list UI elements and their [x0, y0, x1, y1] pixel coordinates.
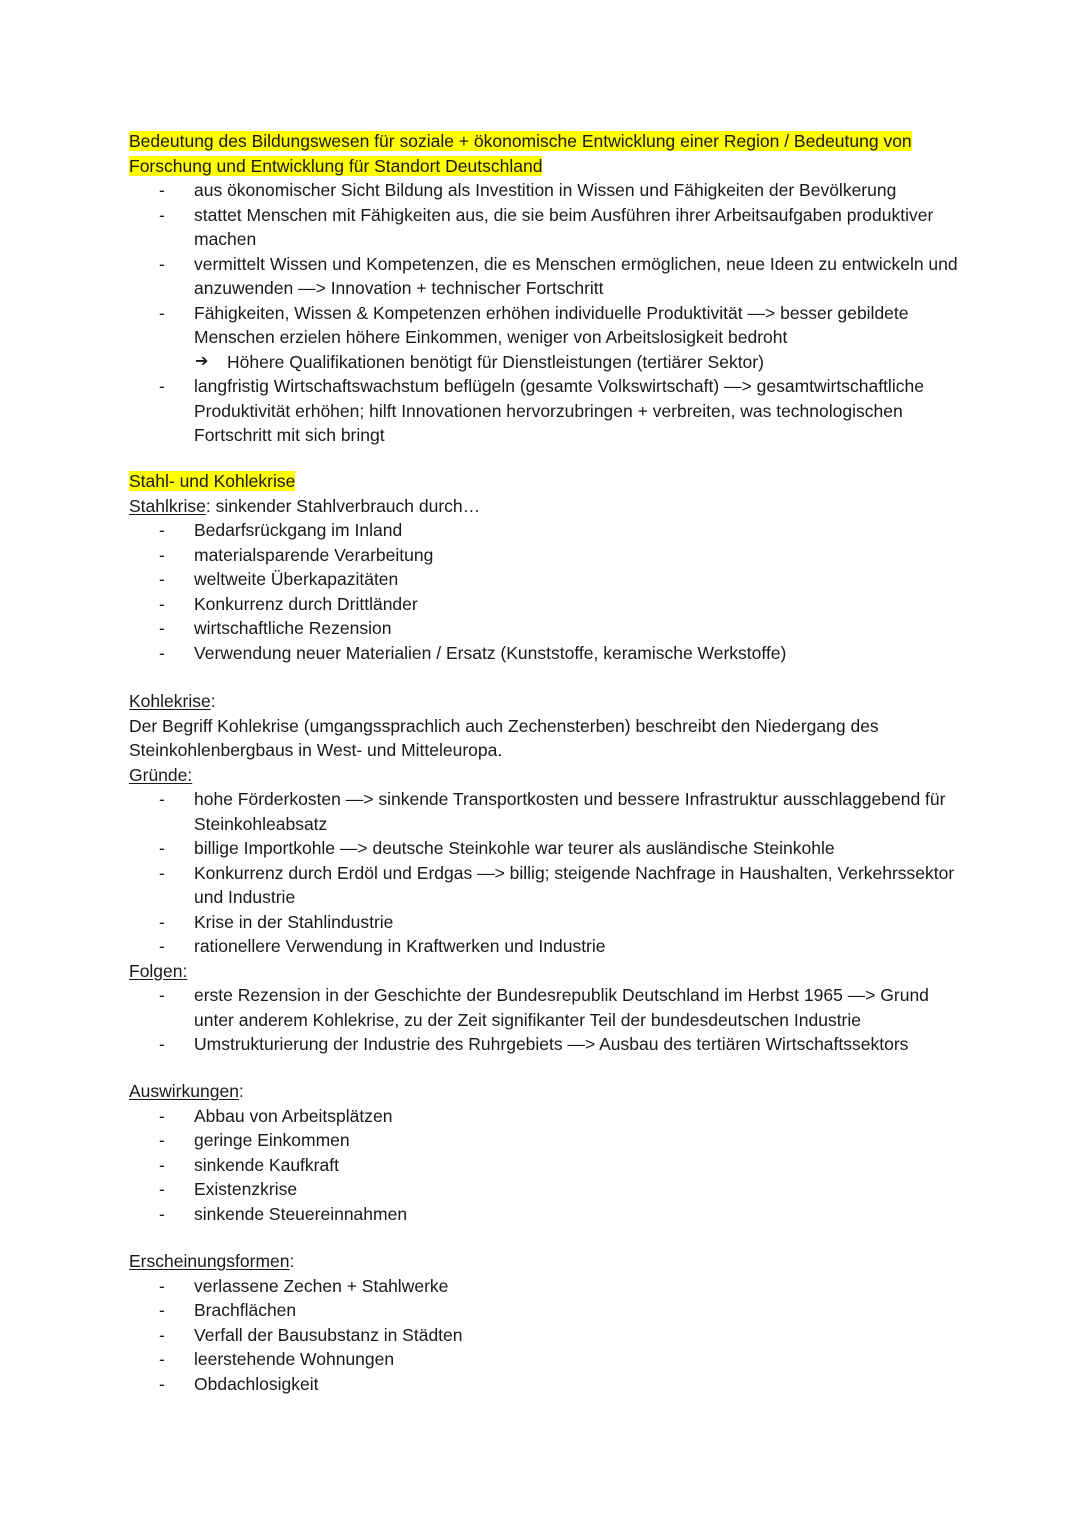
highlighted-heading: Stahl- und Kohlekrise [129, 471, 296, 491]
folgen-list [129, 983, 959, 1057]
colon: : [210, 691, 216, 711]
erscheinungsformen-label [129, 1249, 959, 1274]
stahl-list [129, 518, 959, 665]
section-auswirkungen [129, 1079, 959, 1226]
list-item: - Konkurrenz durch Drittländer [129, 592, 959, 617]
list-item: - Existenzkrise [129, 1177, 959, 1202]
subheading-label: Gründe: [129, 764, 193, 785]
list-item: - Krise in der Stahlindustrie [129, 910, 959, 935]
list-item: - sinkende Steuereinnahmen [129, 1202, 959, 1227]
list-item: - aus ökonomischer Sicht Bildung als Investition in Wissen und Fähigkeiten der Bevölkerung [129, 178, 959, 203]
list-item: - erste Rezension in der Geschichte der Bundesrepublik Deutschland im Herbst 1965 —> Grund unter anderem Kohlekrise, zu der Zeit signifikanter Teil der bundesdeutschen Industrie [129, 983, 959, 1032]
list-item: - Bedarfsrückgang im Inland [129, 518, 959, 543]
list-item: - Brachflächen [129, 1298, 959, 1323]
list-item: - Obdachlosigkeit [129, 1372, 959, 1397]
bildung-list [129, 178, 959, 448]
list-item: - verlassene Zechen + Stahlwerke [129, 1274, 959, 1299]
intro-text: : sinkender Stahlverbrauch durch… [205, 495, 481, 516]
section-kohlekrise [129, 689, 959, 1057]
list-item: - hohe Förderkosten —> sinkende Transportkosten und bessere Infrastruktur ausschlaggebend für Steinkohleabsatz [129, 787, 959, 836]
auswirkungen-list [129, 1104, 959, 1227]
kohlekrise-text: Der Begriff Kohlekrise (umgangssprachlich auch Zechensterben) beschreibt den Niedergang des Steinkohlenbergbaus in West- und Mitteleuropa. [129, 715, 879, 760]
list-item: - materialsparende Verarbeitung [129, 543, 959, 568]
list-item: - wirtschaftliche Rezension [129, 616, 959, 641]
list-item: - leerstehende Wohnungen [129, 1347, 959, 1372]
colon: : [289, 1251, 295, 1271]
subheading-label: Auswirkungen [129, 1081, 239, 1101]
stahlkrise-intro [129, 494, 959, 519]
section-bildung [129, 129, 959, 448]
list-item: - geringe Einkommen [129, 1128, 959, 1153]
section-heading [129, 469, 959, 494]
colon: : [238, 1081, 244, 1101]
highlighted-heading: Bedeutung des Bildungswesen für soziale + ökonomische Entwicklung einer Region / Bedeutung von Forschung und Entwicklung für Standort Deutschland [129, 131, 912, 176]
list-item: - Umstrukturierung der Industrie des Ruhrgebiets —> Ausbau des tertiären Wirtschaftssektors [129, 1032, 959, 1057]
subheading-label: Kohlekrise [129, 691, 211, 711]
list-item: - stattet Menschen mit Fähigkeiten aus, die sie beim Ausführen ihrer Arbeitsaufgaben produktiver machen [129, 203, 959, 252]
section-heading [129, 129, 959, 178]
list-item: - weltweite Überkapazitäten [129, 567, 959, 592]
list-item: - Abbau von Arbeitsplätzen [129, 1104, 959, 1129]
list-item: - Fähigkeiten, Wissen & Kompetenzen erhöhen individuelle Produktivität —> besser gebildete Menschen erzielen höhere Einkommen, weniger von Arbeitslosigkeit bedroht [129, 301, 959, 350]
arrow-list-item: ➔ Höhere Qualifikationen benötigt für Dienstleistungen (tertiärer Sektor) [129, 350, 959, 375]
subheading-label: Stahlkrise [129, 495, 206, 516]
section-stahlkrise [129, 469, 959, 665]
list-item: - billige Importkohle —> deutsche Steinkohle war teurer als ausländische Steinkohle [129, 836, 959, 861]
list-item: - vermittelt Wissen und Kompetenzen, die es Menschen ermöglichen, neue Ideen zu entwickeln und anzuwenden —> Innovation + technischer Fortschritt [129, 252, 959, 301]
section-erscheinungsformen [129, 1249, 959, 1396]
list-item: - Konkurrenz durch Erdöl und Erdgas —> billig; steigende Nachfrage in Haushalten, Verkehrssektor und Industrie [129, 861, 959, 910]
subheading-label: Erscheinungsformen [129, 1251, 290, 1271]
erscheinungsformen-list [129, 1274, 959, 1397]
gruende-label [129, 763, 959, 788]
list-item: - rationellere Verwendung in Kraftwerken und Industrie [129, 934, 959, 959]
folgen-label [129, 959, 959, 984]
gruende-list [129, 787, 959, 959]
list-item: - sinkende Kaufkraft [129, 1153, 959, 1178]
list-item: - langfristig Wirtschaftswachstum beflügeln (gesamte Volkswirtschaft) —> gesamtwirtschaftliche Produktivität erhöhen; hilft Innovationen hervorzubringen + verbreiten, was technologischen Fortschritt mit sich bringt [129, 374, 959, 448]
list-item: - Verwendung neuer Materialien / Ersatz (Kunststoffe, keramische Werkstoffe) [129, 641, 959, 666]
auswirkungen-label [129, 1079, 959, 1104]
subheading-label: Folgen: [129, 960, 188, 981]
list-item: - Verfall der Bausubstanz in Städten [129, 1323, 959, 1348]
kohlekrise-label [129, 689, 959, 714]
